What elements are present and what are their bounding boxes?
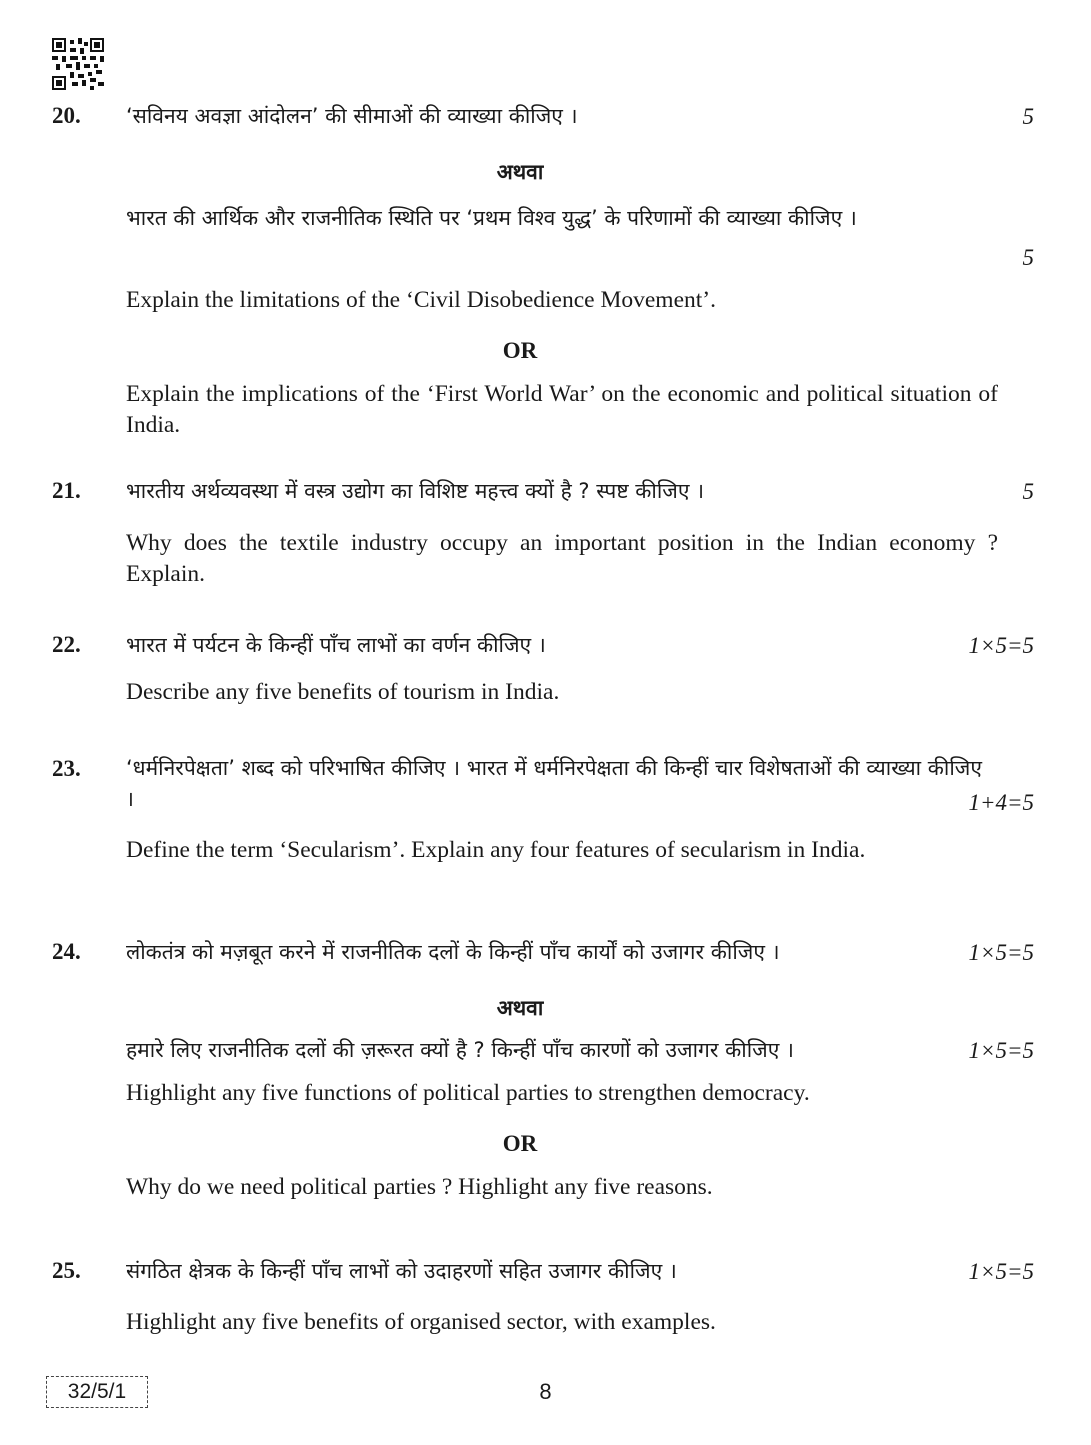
- question-number: 23.: [52, 756, 81, 781]
- question-text-english: Describe any five benefits of tourism in India.: [126, 679, 560, 705]
- marks: 1×5=5: [968, 1259, 1034, 1284]
- or-separator-english: OR: [502, 1131, 538, 1156]
- marks: 5: [1022, 479, 1034, 504]
- question-number: 25.: [52, 1258, 81, 1283]
- or-separator-hindi: अथवा: [496, 160, 544, 184]
- marks: 5: [1022, 104, 1034, 129]
- question-text-english: Highlight any five functions of political parties to strengthen democracy.: [126, 1080, 810, 1106]
- alternative-text-hindi: भारत की आर्थिक और राजनीतिक स्थिति पर ‘प्रथम विश्व युद्ध’ के परिणामों की व्याख्या कीजिए ।: [126, 206, 857, 230]
- alternative-text-hindi: हमारे लिए राजनीतिक दलों की ज़रूरत क्यों है ? किन्हीं पाँच कारणों को उजागर कीजिए ।: [126, 1038, 794, 1062]
- question-text-english: Why does the textile industry occupy an important position in the Indian economy ? Explain.: [126, 530, 998, 587]
- or-separator-english: OR: [502, 338, 538, 363]
- question-text-hindi: संगठित क्षेत्रक के किन्हीं पाँच लाभों को उदाहरणों सहित उजागर कीजिए ।: [126, 1259, 677, 1283]
- question-text-hindi: ‘धर्मनिरपेक्षता’ शब्द को परिभाषित कीजिए । भारत में धर्मनिरपेक्षता की किन्हीं चार विशेषताओं की व्याख्या कीजिए ।: [126, 756, 982, 811]
- alternative-marks: 1×5=5: [968, 1038, 1034, 1063]
- marks: 1×5=5: [968, 633, 1034, 658]
- question-text-hindi: भारत में पर्यटन के किन्हीं पाँच लाभों का वर्णन कीजिए ।: [126, 633, 546, 657]
- alternative-marks: 5: [1022, 245, 1034, 270]
- paper-code: 32/5/1: [46, 1376, 148, 1408]
- question-text-english: Define the term ‘Secularism’. Explain any four features of secularism in India.: [126, 837, 866, 863]
- question-text-hindi: ‘सविनय अवज्ञा आंदोलन’ की सीमाओं की व्याख्या कीजिए ।: [126, 104, 578, 128]
- alternative-text-english: Explain the implications of the ‘First World War’ on the economic and political situation of India.: [126, 381, 998, 438]
- question-number: 22.: [52, 632, 81, 657]
- or-separator-hindi: अथवा: [496, 996, 544, 1020]
- marks: 1+4=5: [968, 790, 1034, 815]
- question-text-english: Explain the limitations of the ‘Civil Disobedience Movement’.: [126, 287, 716, 313]
- question-text-hindi: भारतीय अर्थव्यवस्था में वस्त्र उद्योग का विशिष्ट महत्त्व क्यों है ? स्पष्ट कीजिए ।: [126, 479, 705, 503]
- question-text-english: Highlight any five benefits of organised sector, with examples.: [126, 1309, 716, 1335]
- question-number: 20.: [52, 103, 81, 128]
- question-number: 21.: [52, 478, 81, 503]
- question-number: 24.: [52, 939, 81, 964]
- page-number: 8: [539, 1379, 552, 1404]
- marks: 1×5=5: [968, 940, 1034, 965]
- question-text-hindi: लोकतंत्र को मज़बूत करने में राजनीतिक दलों के किन्हीं पाँच कार्यों को उजागर कीजिए ।: [126, 940, 780, 964]
- qr-code-icon: [52, 38, 104, 90]
- alternative-text-english: Why do we need political parties ? Highlight any five reasons.: [126, 1174, 713, 1200]
